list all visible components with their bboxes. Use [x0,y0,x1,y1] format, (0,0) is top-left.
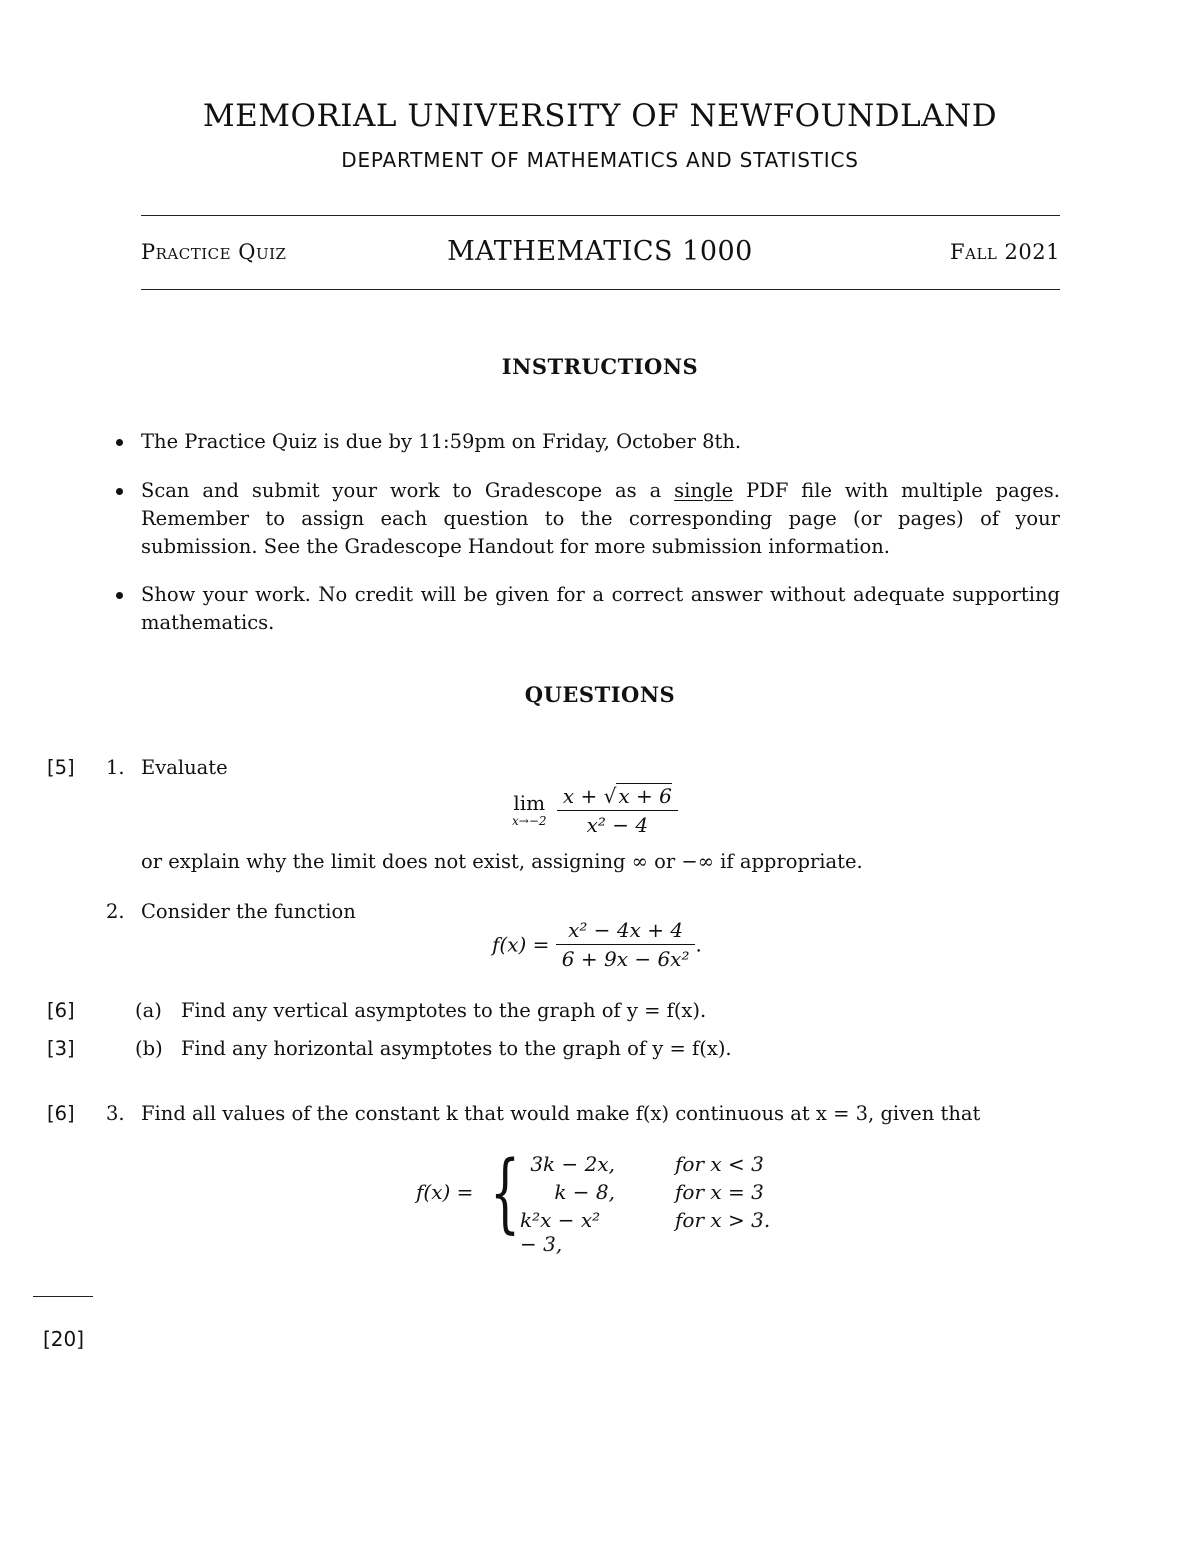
instruction-bullet-3: Show your work. No credit will be given for a correct answer without adequate supporting mathematics. [141,583,1060,634]
q1-marks: [5] [47,756,75,779]
sqrt-icon: √ [603,784,617,808]
q1-limit-expression [512,783,678,837]
q1-fraction [557,783,678,837]
q2b-text: Find any horizontal asymptotes to the graph of y = f(x). [181,1037,732,1060]
instruction-bullet-1: The Practice Quiz is due by 11:59pm on Friday, October 8th. [141,430,742,453]
q3-case-row [520,1208,780,1256]
q1-lim-subscript: x→−2 [512,814,547,828]
bullet-2-dot [116,488,123,495]
q2a-label: (a) [135,999,162,1022]
q2b-label: (b) [135,1037,163,1060]
q3-marks: [6] [47,1102,75,1125]
bullet-2-text-pre: Scan and submit your work to Gradescope as a [141,479,675,502]
q3-lhs: f(x) = [416,1180,474,1204]
q2a-marks: [6] [47,999,75,1022]
q3-case-2-expr: k − 8, [554,1180,615,1204]
header-top-rule [141,215,1060,216]
q2-fraction [556,918,696,971]
bullet-2-text-post: PDF file with multiple pages. Remember to assign each question to the corresponding page (or pages) of your submission. See the Gradescope Handout for more submission information. [141,479,1061,558]
university-title: MEMORIAL UNIVERSITY OF NEWFOUNDLAND [202,98,998,134]
term-label: Fall 2021 [950,240,1060,264]
instruction-bullet-2 [141,477,1060,561]
bullet-2-underlined-word: single [674,479,734,502]
q3-case-row [520,1180,780,1208]
q1-text: Evaluate [141,756,228,779]
instructions-heading: INSTRUCTIONS [501,354,699,379]
q3-case-3-expr: k²x − x² − 3, [520,1208,601,1256]
q2-numerator: x² − 4x + 4 [556,918,696,945]
q3-case-1-cond: for x < 3 [675,1152,764,1176]
q3-number: 3. [106,1102,125,1125]
total-rule [33,1296,93,1297]
bullet-1-dot [116,439,123,446]
course-title: MATHEMATICS 1000 [447,236,753,267]
q2-lhs: f(x) = [492,932,550,957]
q2-text: Consider the function [141,900,356,923]
total-marks: [20] [43,1327,85,1351]
q3-text: Find all values of the constant k that would make f(x) continuous at x = 3, given that [141,1102,981,1125]
q1-numerator-radicand: x + 6 [618,784,672,808]
q3-case-row [520,1152,780,1180]
q2-denominator: 6 + 9x − 6x² [561,947,690,971]
q3-cases [520,1152,780,1256]
q1-lim-word: lim [513,791,546,815]
bullet-3-dot [116,592,123,599]
q3-case-1-expr: 3k − 2x, [530,1152,615,1176]
department-title: DEPARTMENT OF MATHEMATICS AND STATISTICS [341,148,859,172]
q3-case-3-cond: for x > 3. [675,1208,771,1232]
q2-period: . [695,932,702,957]
q1-numerator-a: x + [562,784,604,808]
q2-number: 2. [106,900,125,923]
q1-denominator: x² − 4 [586,813,649,837]
left-brace-icon: { [490,1143,521,1243]
q2-function-expression [492,918,702,971]
q2b-marks: [3] [47,1037,75,1060]
practice-quiz-label: Practice Quiz [141,240,287,264]
q3-case-2-cond: for x = 3 [675,1180,764,1204]
q2a-text: Find any vertical asymptotes to the graph of y = f(x). [181,999,707,1022]
q1-after-text: or explain why the limit does not exist, assigning ∞ or −∞ if appropriate. [141,850,863,873]
header-bottom-rule [141,289,1060,290]
questions-heading: QUESTIONS [524,682,676,707]
q1-number: 1. [106,756,125,779]
